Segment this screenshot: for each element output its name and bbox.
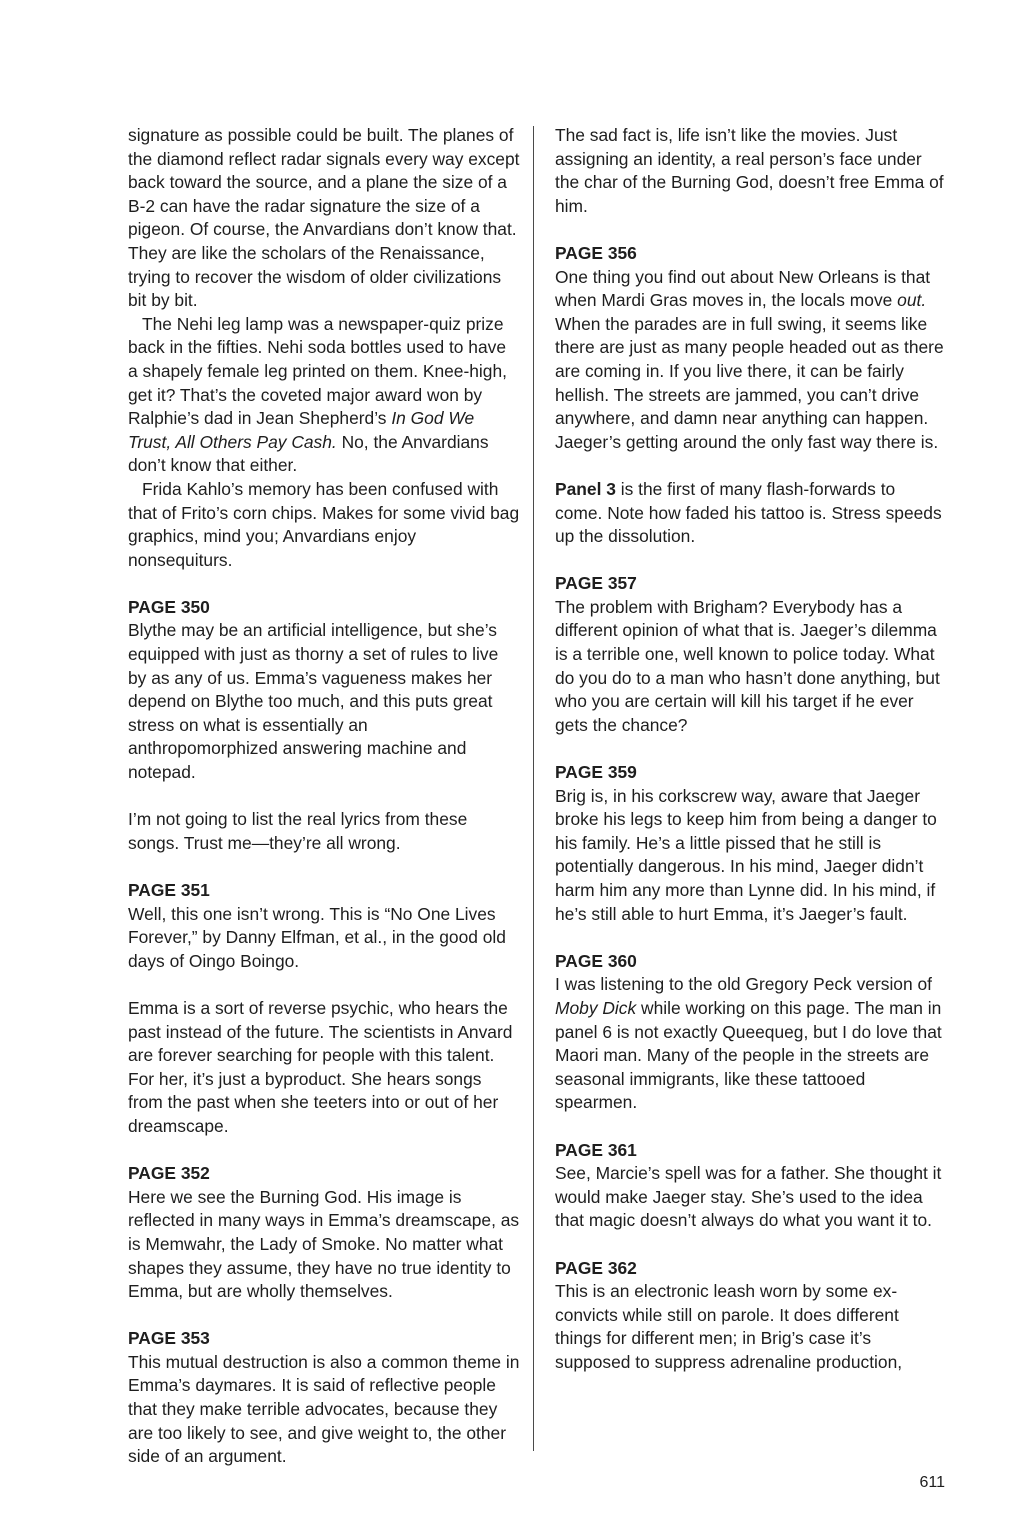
paragraph: signature as possible could be built. The planes of the diamond reflect radar signals every way except back toward the source, and a plane the size of a B-2 can have the radar signature the size of a pigeon. Of course, the Anvardians don’t know that. They are like the scholars of the Renaissance, trying to recover the wisdom of older civilizations bit by bit. — [128, 125, 520, 311]
section-heading-page-352: PAGE 352 — [128, 1163, 210, 1184]
paragraph: This is an electronic leash worn by some ex-convicts while still on parole. It does different things for different men; in Brig’s case it’s supposed to suppress adrenaline production, — [555, 1281, 903, 1372]
paragraph: Brig is, in his corkscrew way, aware that Jaeger broke his legs to keep him from being a danger to his family. He’s a little pissed that he still is potentially dangerous. In his mind, Jaeger didn’t harm him any more than Lynne did. In his mind, if he’s still able to hurt Emma, it’s Jaeger’s fault. — [555, 785, 937, 924]
paragraph — [555, 973, 947, 1115]
paragraph: This mutual destruction is also a common theme in Emma’s daymares. It is said of reflective people that they make terrible advocates, because they are too likely to see, and give weight to, the other side of an argument. — [128, 1351, 520, 1467]
text-run: while working on this page. The man in panel 6 is not exactly Queequeg, but I do love that Maori man. Many of the people in the streets are seasonal immigrants, like these tattooed spearmen. — [555, 997, 942, 1113]
paragraph: Frida Kahlo’s memory has been confused with that of Frito’s corn chips. Makes for some vivid bag graphics, mind you; Anvardians enjoy nonsequiturs. — [128, 478, 520, 570]
emphasis: out. — [897, 290, 927, 311]
page-number: 611 — [919, 1474, 945, 1491]
paragraph: The problem with Brigham? Everybody has a different opinion of what that is. Jaeger’s dilemma is a terrible one, well known to police today. What do you do to a man who hasn’t done anything, but who you are certain will kill his target if he ever gets the chance? — [555, 596, 940, 735]
left-column — [128, 124, 520, 1469]
book-title: In God We Trust, All Others Pay Cash. — [128, 408, 475, 452]
paragraph — [128, 313, 520, 478]
right-column — [555, 124, 947, 1374]
section-heading-page-356: PAGE 356 — [555, 242, 637, 263]
paragraph: I’m not going to list the real lyrics from these songs. Trust me—they’re all wrong. — [128, 809, 468, 853]
text-run: is the first of many flash-forwards to come. Note how faded his tattoo is. Stress speeds up the dissolution. — [555, 478, 942, 547]
section-heading-page-353: PAGE 353 — [128, 1328, 210, 1349]
text-run: One thing you find out about New Orleans is that when Mardi Gras moves in, the locals move — [555, 266, 931, 311]
section-heading-page-361: PAGE 361 — [555, 1139, 637, 1160]
text-run: No, the Anvardians don’t know that either. — [128, 431, 489, 476]
paragraph — [555, 266, 947, 455]
text-run: I was listening to the old Gregory Peck version of — [555, 974, 932, 995]
section-heading-page-357: PAGE 357 — [555, 573, 637, 594]
paragraph: Here we see the Burning God. His image is reflected in many ways in Emma’s dreamscape, as is Memwahr, the Lady of Smoke. No matter what shapes they assume, they have no true identity to Emma, but are wholly themselves. — [128, 1186, 520, 1302]
text-run: When the parades are in full swing, it seems like there are just as many people headed out as there are coming in. If you live there, it can be fairly hellish. The streets are jammed, you can’t drive anywhere, and damn near anything can happen. Jaeger’s getting around the only fast way there is. — [555, 313, 944, 452]
paragraph: See, Marcie’s spell was for a father. She thought it would make Jaeger stay. She’s used to the idea that magic doesn’t always do what you want it to. — [555, 1163, 942, 1231]
section-heading-page-351: PAGE 351 — [128, 880, 210, 900]
paragraph: Well, this one isn’t wrong. This is “No One Lives Forever,” by Danny Elfman, et al., in the good old days of Oingo Boingo. — [128, 903, 506, 971]
paragraph: The sad fact is, life isn’t like the movies. Just assigning an identity, a real person’s face under the char of the Burning God, doesn’t free Emma of him. — [555, 125, 944, 216]
panel-label: Panel 3 — [555, 478, 616, 499]
section-heading-page-359: PAGE 359 — [555, 762, 637, 783]
section-heading-page-360: PAGE 360 — [555, 950, 637, 971]
paragraph: Blythe may be an artificial intelligence, but she’s equipped with just as thorny a set of rules to live by as any of us. Emma’s vagueness makes her depend on Blythe too much, and this puts great stress on what is essentially an anthropomorphized answering machine and notepad. — [128, 620, 499, 783]
column-divider — [533, 126, 534, 1451]
section-heading-page-350: PAGE 350 — [128, 596, 210, 617]
text-run: The Nehi leg lamp was a newspaper-quiz prize back in the fifties. Nehi soda bottles used to have a shapely female leg printed on them. Knee-high, get it? That’s the coveted major award won by Ralphie’s dad in Jean Shepherd’s — [128, 313, 507, 429]
section-heading-page-362: PAGE 362 — [555, 1257, 637, 1278]
paragraph — [555, 478, 947, 549]
book-title: Moby Dick — [555, 997, 637, 1018]
paragraph: Emma is a sort of reverse psychic, who hears the past instead of the future. The scientists in Anvard are forever searching for people with this talent. For her, it’s just a byproduct. She hears songs from the past when she teeters into or out of her dreamscape. — [128, 997, 513, 1136]
